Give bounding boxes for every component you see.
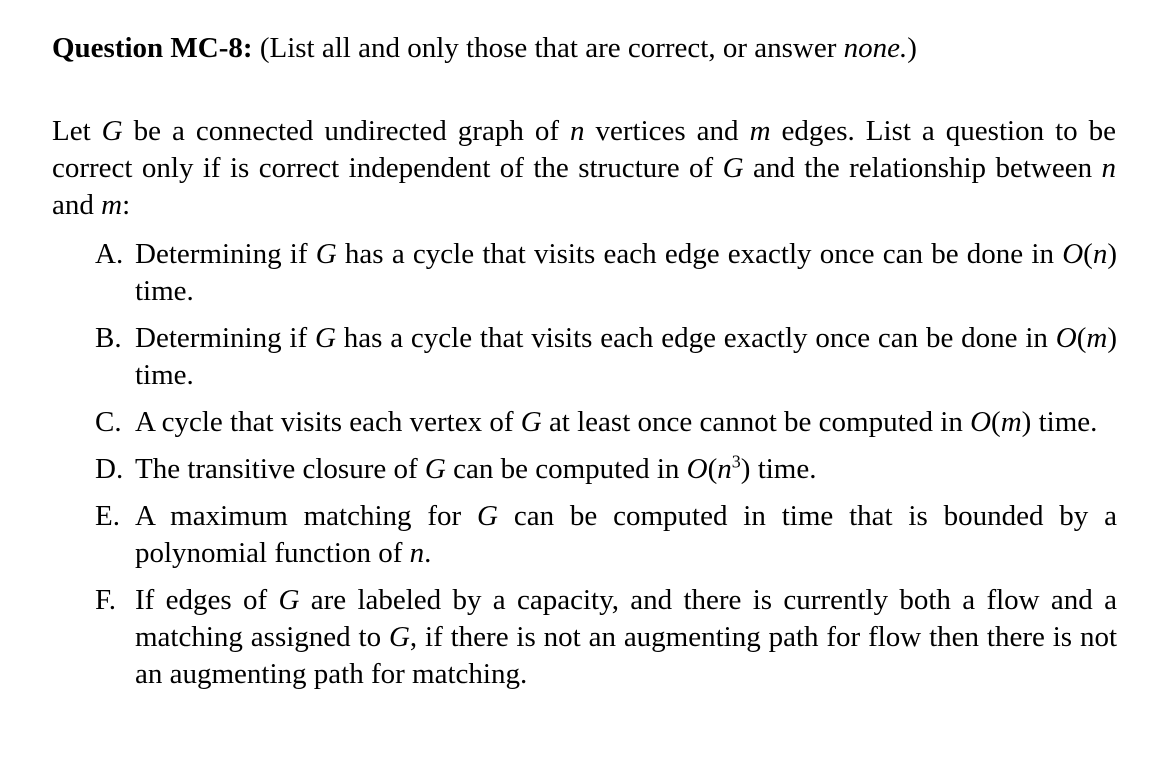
graph-symbol: G	[101, 115, 123, 147]
question-label: Question MC-8:	[52, 32, 253, 64]
intro-text: :	[122, 189, 131, 221]
intro-text: vertices and	[584, 115, 750, 147]
option-text: The transitive closure of G can be computed in $O(n^3)$ time.	[135, 451, 817, 485]
vertex-count-symbol: n	[570, 115, 585, 147]
option-text: Determining if G has a cycle that visits each edge exactly once can be done in O(n) time.	[135, 238, 1117, 307]
question-intro	[52, 113, 1116, 224]
option-letter: F.	[95, 584, 117, 616]
answer-options	[95, 236, 1117, 693]
instruction-close: )	[907, 32, 917, 64]
option-letter: E.	[95, 500, 120, 532]
option-c	[95, 404, 1117, 441]
option-b	[95, 320, 1117, 394]
option-letter: C.	[95, 406, 122, 438]
edge-count-symbol: m	[749, 115, 771, 147]
graph-symbol: G	[722, 152, 744, 184]
instruction-text: (List all and only those that are correct, or answer	[252, 32, 844, 64]
exponent: 3	[731, 451, 741, 472]
option-text: Determining if G has a cycle that visits each edge exactly once can be done in O(m) time.	[135, 322, 1117, 391]
edge-count-symbol: m	[101, 189, 123, 221]
question-heading	[52, 30, 917, 66]
option-e	[95, 498, 1117, 572]
option-text: A cycle that visits each vertex of G at least once cannot be computed in O(m) time.	[135, 406, 1098, 438]
intro-text: Let	[52, 115, 102, 147]
intro-text: and the relationship between	[743, 152, 1102, 184]
vertex-count-symbol: n	[1101, 152, 1116, 184]
option-f	[95, 582, 1117, 693]
intro-text: and	[52, 189, 102, 221]
intro-text: edges. List a question to be correct only if is correct independent of the structure of	[52, 115, 1117, 184]
option-letter: B.	[95, 322, 122, 354]
instruction-emphasis: none.	[843, 32, 908, 64]
option-d	[95, 451, 1117, 488]
option-text: A maximum matching for G can be computed in time that is bounded by a polynomial function of n.	[135, 500, 1117, 569]
option-letter: D.	[95, 453, 124, 485]
option-letter: A.	[95, 238, 124, 270]
option-a	[95, 236, 1117, 310]
option-text: If edges of G are labeled by a capacity, and there is currently both a flow and a matching assigned to G, if there is not an augmenting path for flow then there is not an augmenting path for matching.	[135, 584, 1117, 690]
intro-text: be a connected undirected graph of	[122, 115, 570, 147]
